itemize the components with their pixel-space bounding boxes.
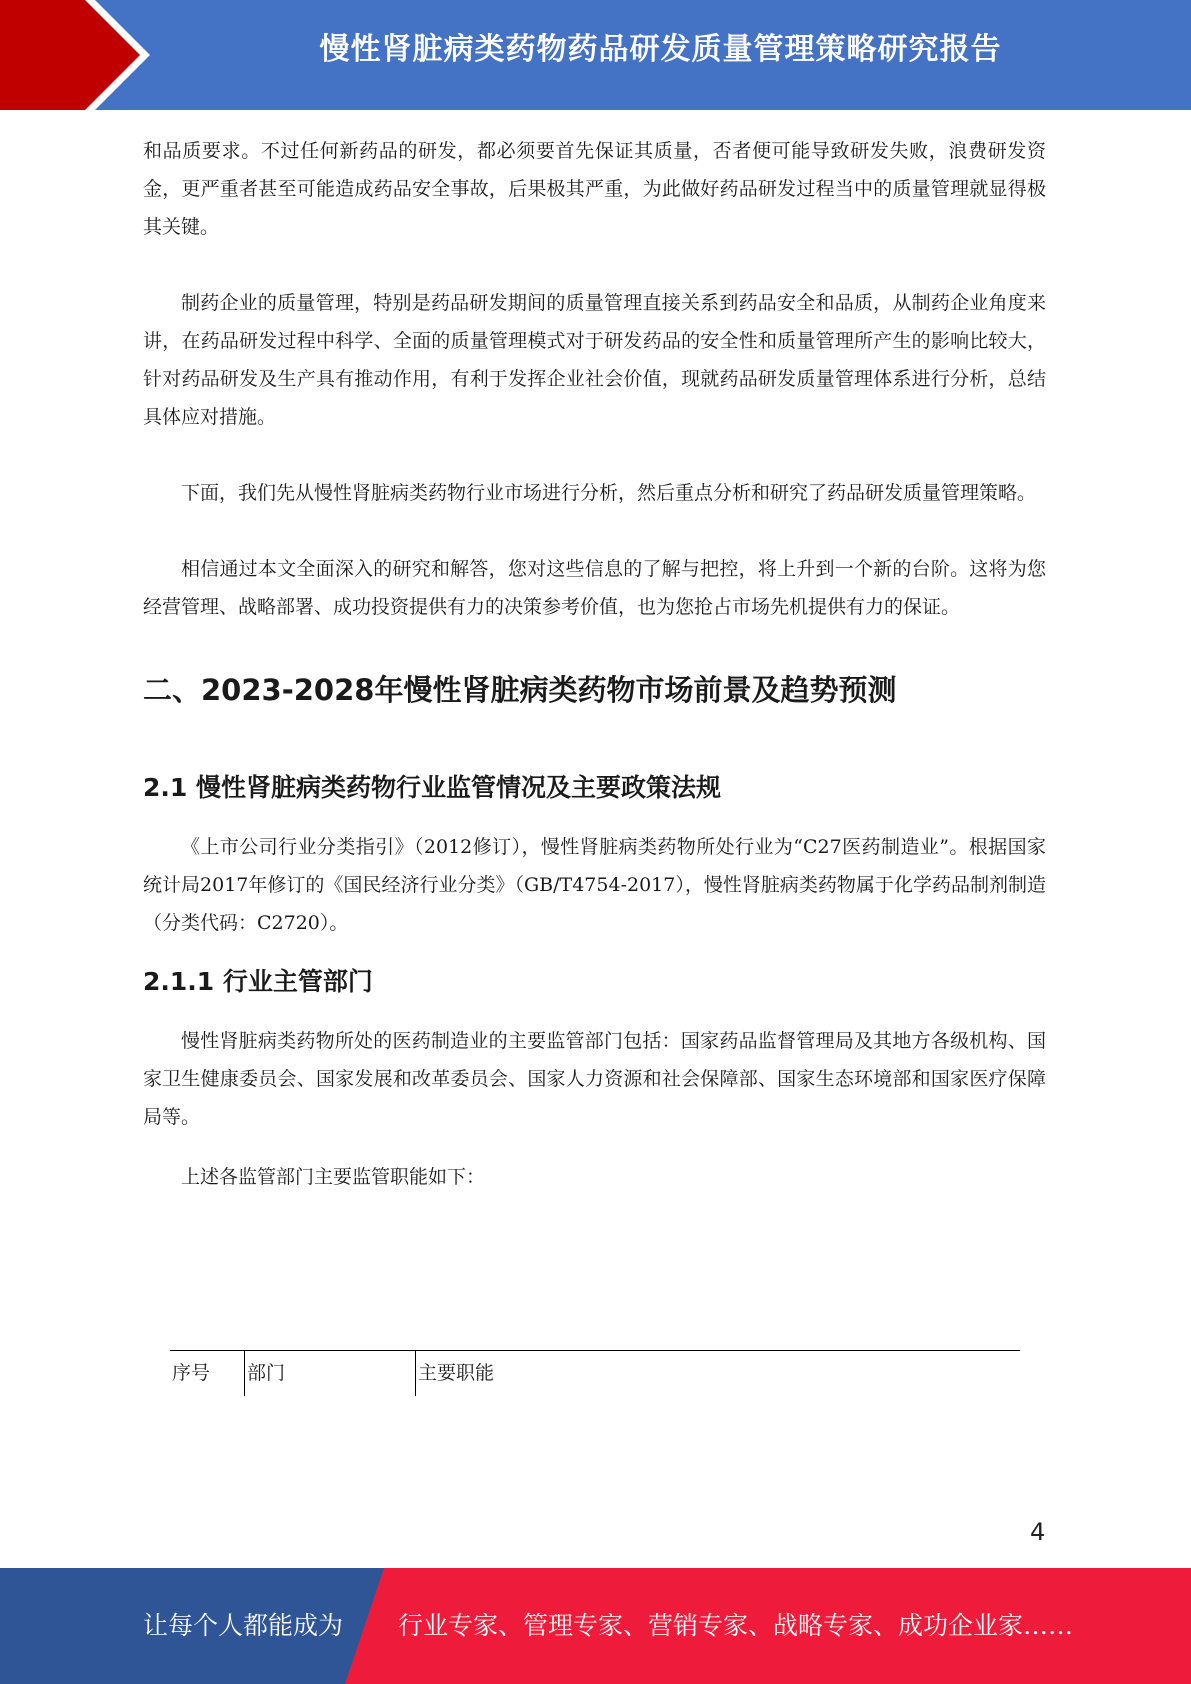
section-2-1-heading: 2.1 慢性肾脏病类药物行业监管情况及主要政策法规 — [143, 773, 721, 802]
section-2-1-1-heading: 2.1.1 行业主管部门 — [143, 967, 373, 996]
departments-table — [170, 1350, 1020, 1396]
section-2-1-paragraph: 《上市公司行业分类指引》（2012修订），慢性肾脏病类药物所处行业为“C27医药制造业”。根据国家统计局2017年修订的《国民经济行业分类》（GB/T4754-2017），慢性肾脏病类药物属于化学药品制剂制造（分类代码：C2720）。 — [143, 836, 1046, 934]
table-header-index: 序号 — [172, 1362, 211, 1384]
table-header-row — [170, 1351, 1020, 1396]
paragraph-2: 制药企业的质量管理，特别是药品研发期间的质量管理直接关系到药品安全和品质，从制药企业角度来讲，在药品研发过程中科学、全面的质量管理模式对于研发药品的安全性和质量管理所产生的影响比较大，针对药品研发及生产具有推动作用，有利于发挥企业社会价值，现就药品研发质量管理体系进行分析，总结具体应对措施。 — [143, 292, 1046, 428]
footer-slogan-left: 让每个人都能成为 — [143, 1611, 344, 1640]
section-2-heading: 二、2023-2028年慢性肾脏病类药物市场前景及趋势预测 — [143, 673, 897, 707]
paragraph-4: 相信通过本文全面深入的研究和解答，您对这些信息的了解与把控，将上升到一个新的台阶。这将为您经营管理、战略部署、成功投资提供有力的决策参考价值，也为您抢占市场先机提供有力的保证。 — [143, 558, 1046, 618]
paragraph-1: 和品质要求。不过任何新药品的研发，都必须要首先保证其质量，否者便可能导致研发失败，浪费研发资金，更严重者甚至可能造成药品安全事故，后果极其严重，为此做好药品研发过程当中的质量管理就显得极其关键。 — [143, 140, 1046, 238]
page-footer — [0, 1568, 1191, 1684]
paragraph-3: 下面，我们先从慢性肾脏病类药物行业市场进行分析，然后重点分析和研究了药品研发质量管理策略。 — [181, 482, 1037, 504]
table-header-function: 主要职能 — [415, 1351, 1020, 1396]
section-2-1-1-intro: 上述各监管部门主要监管职能如下： — [181, 1166, 486, 1188]
table-header-department: 部门 — [244, 1351, 415, 1396]
footer-slogan-right: 行业专家、管理专家、营销专家、战略专家、成功企业家…… — [398, 1611, 1074, 1640]
page-header — [0, 0, 1191, 110]
section-2-1-1-paragraph: 慢性肾脏病类药物所处的医药制造业的主要监管部门包括：国家药品监督管理局及其地方各级机构、国家卫生健康委员会、国家发展和改革委员会、国家人力资源和社会保障部、国家生态环境部和国家医疗保障局等。 — [143, 1030, 1046, 1128]
page-number: 4 — [1030, 1518, 1046, 1546]
document-body — [143, 132, 1046, 1196]
header-title: 慢性肾脏病类药物药品研发质量管理策略研究报告 — [319, 32, 1002, 67]
